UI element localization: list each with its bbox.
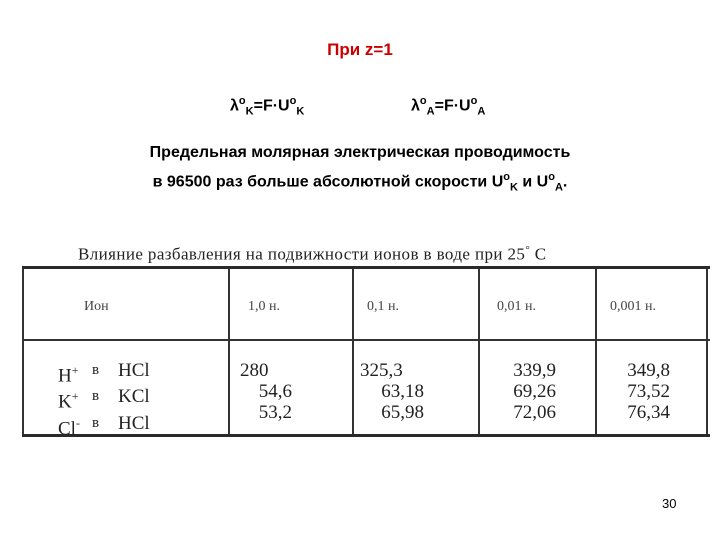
slide-heading: При z=1 (327, 40, 393, 59)
formula-equals: =F·U (253, 97, 290, 115)
ion-column (58, 360, 150, 439)
page-number: 30 (662, 496, 677, 511)
ion-name: K (58, 391, 72, 413)
column-divider (228, 269, 230, 434)
lambda-symbol: λ (411, 97, 420, 115)
formula-superscript: o (289, 95, 297, 107)
formula-equals: =F·U (434, 97, 471, 115)
values-column-0-001n (604, 360, 670, 423)
table-cell: 339,9 (513, 360, 556, 381)
column-header-0-1n: 0,1 н. (367, 299, 399, 314)
table-cell: 73,52 (627, 381, 670, 402)
table-row (58, 360, 150, 386)
formula-superscript: o (238, 95, 246, 107)
ion-charge: - (75, 415, 80, 430)
ion-name: Cl (58, 417, 76, 439)
ion-charge: + (71, 363, 79, 377)
ion-symbol (58, 360, 92, 386)
formula-subscript: A (426, 105, 435, 118)
column-header-1-0n: 1,0 н. (248, 299, 280, 314)
table-cell: 54,6 (258, 381, 292, 402)
values-column-1-0n (240, 360, 292, 423)
column-divider (595, 269, 597, 434)
table-cell: 280 (240, 360, 269, 381)
description-subscript: K (509, 181, 518, 194)
ion-salt: HCl (118, 360, 150, 381)
ion-symbol (58, 386, 92, 412)
ion-salt: KCl (118, 386, 150, 408)
formula-subscript: A (477, 105, 486, 118)
table-row (58, 386, 150, 412)
table-cell: 63,18 (381, 381, 424, 402)
formula-superscript: o (419, 95, 427, 107)
table-border-right (706, 269, 708, 434)
description-superscript: o (548, 171, 555, 183)
ion-mobility-table (22, 266, 710, 437)
column-header-0-01n: 0,01 н. (497, 299, 536, 314)
description-text: в 96500 раз больше абсолютной скорости U (152, 173, 504, 191)
formula-subscript: K (296, 105, 305, 118)
header-divider (22, 339, 710, 341)
column-divider (352, 269, 354, 434)
table-border-left (22, 269, 24, 434)
table-caption-unit: С (530, 244, 547, 264)
table-row (58, 413, 150, 439)
cation-conductivity-formula (230, 95, 304, 118)
values-column-0-01n (492, 360, 556, 423)
values-column-0-1n (360, 360, 424, 423)
degree-symbol: ° (525, 244, 531, 256)
table-cell: 69,26 (513, 381, 556, 402)
ion-in-word: в (92, 414, 100, 431)
table-cell: 325,3 (360, 360, 403, 381)
ion-in-word: в (92, 362, 100, 378)
ion-charge: + (71, 389, 79, 404)
table-caption-text: Влияние разбавления на подвижности ионов в воде при 25 (78, 244, 526, 264)
description-subscript: A (554, 181, 563, 194)
table-cell: 65,98 (381, 402, 424, 423)
table-caption (78, 244, 547, 265)
table-cell: 53,2 (258, 402, 292, 423)
description-text: и U (517, 173, 549, 191)
description-text: . (562, 173, 568, 191)
table-cell: 76,34 (627, 402, 670, 423)
table-cell: 349,8 (627, 360, 670, 381)
description-line-1: Предельная молярная электрическая проводимость (149, 144, 571, 161)
table-cell: 72,06 (513, 402, 556, 423)
ion-salt: HCl (118, 412, 150, 434)
ion-symbol (58, 413, 92, 439)
column-divider (478, 269, 480, 434)
column-header-ion: Ион (84, 299, 109, 314)
description-paragraph (0, 140, 720, 201)
anion-conductivity-formula (411, 95, 485, 118)
description-superscript: o (503, 171, 510, 183)
description-line-2 (0, 165, 720, 201)
ion-name: H (58, 365, 72, 387)
formula-superscript: o (470, 95, 478, 107)
formula-subscript: K (245, 105, 254, 118)
column-header-0-001n: 0,001 н. (610, 299, 656, 314)
ion-in-word: в (92, 388, 100, 405)
lambda-symbol: λ (230, 97, 239, 115)
